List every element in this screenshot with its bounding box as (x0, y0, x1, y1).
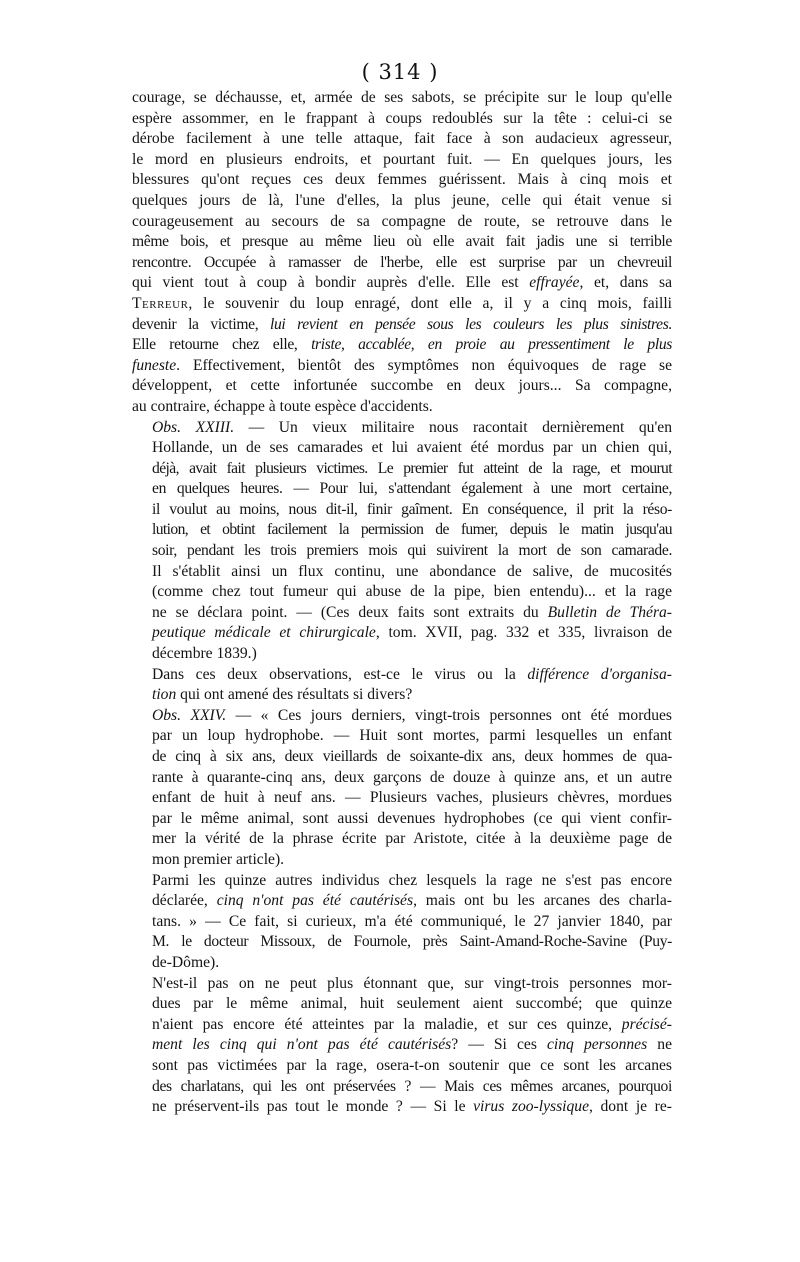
text-run: — « Ces jours derniers, vingt-trois personnes ont été mordues (226, 706, 672, 724)
text-run: , le souvenir du loup enragé, dont elle a, il y a cinq mois, failli (188, 294, 672, 312)
text-line: développent, et cette infortunée succombe en deux jours... Sa compagne, (132, 377, 672, 395)
observation-heading: Obs. XXIII. (152, 418, 235, 436)
text-line (132, 1097, 672, 1118)
text-line (132, 315, 672, 336)
text-line: des charlatans, qui les ont préservées ? — Mais ces mêmes arcanes, pourquoi (152, 1077, 672, 1095)
text-line: sont pas victimées par la rage, osera-t-on soutenir que ce sont les arcanes (152, 1056, 672, 1074)
text-run: devenir la victime, (132, 315, 270, 333)
text-line: blessures qu'ont reçues ces deux femmes guérissent. Mais à cinq mois et (132, 171, 672, 189)
paragraph-obs-xxiv (132, 706, 672, 871)
italic-run: Bulletin de Théra- (547, 603, 673, 621)
text-run: ne (647, 1036, 672, 1054)
text-line: il voulut au moins, nous dit-il, finir gaîment. En conséquence, il prit la réso- (152, 500, 672, 518)
text-line: déjà, avait fait plusieurs victimes. Le premier fut atteint de la rage, et mourut (152, 459, 672, 477)
text-run: , dont je re- (589, 1098, 672, 1116)
text-line: le mord en plusieurs endroits, et pourtant fuit. — En quelques jours, les (132, 150, 672, 168)
text-line: courageusement au secours de sa compagne de route, se retrouve dans le (132, 212, 672, 230)
italic-run: lui revient en pensée sous les couleurs les plus sinistres. (270, 315, 673, 333)
text-run: Elle retourne chez elle, (132, 336, 312, 354)
text-line (132, 603, 672, 624)
text-run: ne préservent-ils pas tout le monde ? — Si le (152, 1098, 474, 1116)
text-line: tans. » — Ce fait, si curieux, m'a été communiqué, le 27 janvier 1840, par (152, 912, 672, 930)
text-line: soir, pendant les trois premiers mois qui suivirent la mort de son camarade. (152, 542, 672, 560)
text-line: Hollande, un de ses camarades et lui avaient été mordus par un chien qui, (152, 439, 672, 457)
italic-run: précisé- (621, 1015, 672, 1033)
paragraph-continuation (132, 88, 672, 418)
page-number: ( 314 ) (361, 60, 439, 84)
text-line (132, 356, 672, 377)
text-line: dérobe facilement à une telle attaque, fait face à son audacieux agresseur, (132, 130, 672, 148)
small-caps-run: Terreur (132, 294, 189, 312)
text-line: lution, et obtint facilement la permission de fumer, depuis le matin jusqu'au (152, 521, 672, 539)
text-line: mer la vérité de la phrase écrite par Aristote, citée à la deuxième page de (152, 830, 672, 848)
text-line: N'est-il pas on ne peut plus étonnant que, sur vingt-trois personnes mor- (152, 974, 672, 992)
text-line: espère assommer, en le frappant à coups redoublés sur la tête : celui-ci se (132, 109, 672, 127)
text-line (132, 1035, 672, 1056)
text-run: , et, dans sa (579, 274, 672, 292)
text-line: de cinq à six ans, deux vieillards de soixante-dix ans, deux hommes de qua- (152, 748, 672, 765)
text-line: quelques jours de là, l'une d'elles, la plus jeune, celle qui était venue si (132, 191, 672, 209)
text-line: par un loup hydrophobe. — Huit sont mortes, parmi lesquelles un enfant (152, 727, 672, 745)
text-line (132, 706, 672, 727)
text-run: ? — Si ces (451, 1036, 547, 1054)
text-line: de-Dôme). (152, 953, 220, 971)
text-line: enfant de huit à neuf ans. — Plusieurs vaches, plusieurs chèvres, mordues (152, 789, 672, 807)
body-text (132, 88, 672, 1118)
text-run: , tom. XVII, pag. 332 et 335, livraison de (375, 624, 672, 642)
observation-heading: Obs. XXIV. (152, 706, 227, 724)
text-run: qui vient tout à coup à bondir auprès d'elle. Elle est (132, 274, 530, 292)
text-run: qui ont amené des résultats si divers? (176, 686, 413, 704)
text-line: décembre 1839.) (152, 645, 257, 663)
paragraph-obs-xxiii (132, 418, 672, 665)
text-line (132, 891, 672, 912)
text-line: (comme chez tout fumeur qui abuse de la pipe, bien entendu)... et la rage (152, 583, 672, 601)
text-run: ne se déclara point. — (Ces deux faits sont extraits du (152, 603, 548, 621)
text-line (132, 273, 672, 294)
text-line: M. le docteur Missoux, de Fournole, près Saint-Amand-Roche-Savine (Puy- (152, 933, 672, 951)
text-run: Dans ces deux observations, est-ce le virus ou la (152, 665, 528, 683)
text-run: , mais ont bu les arcanes des charla- (413, 892, 672, 910)
italic-run: cinq n'ont pas été cautérisés (216, 892, 414, 910)
italic-run: ment les cinq qui n'ont pas été cautérisés (152, 1036, 452, 1054)
text-line (132, 685, 672, 706)
text-line: Parmi les quinze autres individus chez lesquels la rage ne s'est pas encore (152, 871, 672, 889)
text-run: . Effectivement, bientôt des symptômes non équivoques de rage se (176, 356, 672, 374)
text-run: déclarée, (152, 892, 217, 910)
text-line: au contraire, échappe à toute espèce d'accidents. (132, 397, 433, 415)
italic-run: cinq personnes (547, 1036, 648, 1054)
text-line: en quelques heures. — Pour lui, s'attendant également à une mort certaine, (152, 480, 672, 498)
italic-run: différence d'organisa- (527, 665, 672, 683)
text-line: dues par le même animal, huit seulement aient succombé; que quinze (152, 995, 672, 1013)
italic-run: tion (152, 686, 177, 704)
text-line (132, 294, 672, 315)
text-line: mon premier article). (152, 850, 285, 868)
text-line: Il s'établit ainsi un flux continu, une abondance de salive, de mucosités (152, 562, 672, 580)
text-run: n'aient pas encore été atteintes par la maladie, et sur ces quinze, (152, 1015, 622, 1033)
text-line: rencontre. Occupée à ramasser de l'herbe, elle est surprise par un chevreuil (132, 253, 672, 271)
paragraph-astonishing (132, 974, 672, 1118)
text-line: par le même animal, sont aussi devenues hydrophobes (ce qui vient confir- (152, 809, 672, 827)
italic-run: effrayée (529, 274, 580, 292)
italic-run: virus zoo-lyssique (473, 1098, 589, 1116)
text-line: même bois, et presque au même lieu où elle avait fait jadis une si terrible (132, 233, 672, 251)
italic-run: triste, accablée, en proie au pressentiment le plus (311, 336, 673, 354)
text-line (132, 665, 672, 686)
text-line (132, 418, 672, 439)
italic-run: funeste (132, 356, 177, 374)
paragraph-question (132, 665, 672, 706)
text-line: courage, se déchausse, et, armée de ses sabots, se précipite sur le loup qu'elle (132, 89, 672, 106)
paragraph-fifteen (132, 871, 672, 974)
text-line: rante à quarante-cinq ans, deux garçons de douze à quinze ans, et un autre (152, 768, 672, 786)
text-line (132, 623, 672, 644)
italic-run: peutique médicale et chirurgicale (152, 624, 376, 642)
text-line (132, 1015, 672, 1036)
text-line (132, 335, 672, 356)
text-run: — Un vieux militaire nous racontait dernièrement qu'en (234, 418, 672, 436)
